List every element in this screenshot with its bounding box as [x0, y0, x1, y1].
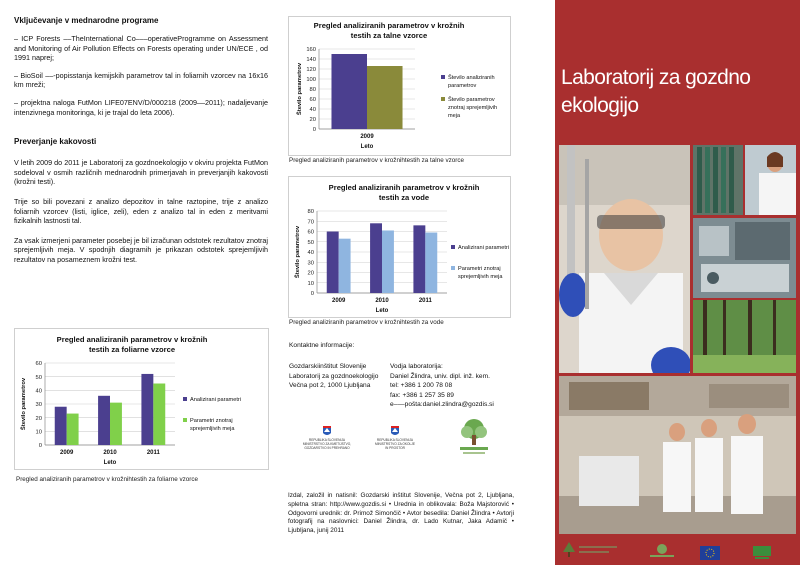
bar	[153, 384, 165, 446]
chart-soil	[288, 16, 511, 156]
y-tick-label: 50	[35, 374, 42, 381]
legend-label: Parametri znotraj	[458, 266, 501, 272]
y-tick-label: 60	[307, 229, 314, 236]
bar	[98, 396, 110, 445]
gozdarski-institut-logo	[456, 417, 492, 459]
photo-forest	[693, 300, 796, 373]
y-tick-label: 160	[306, 47, 316, 54]
para-quality-1: V letih 2009 do 2011 je Laboratorij za gozdnoekologijo v okviru projekta FutMon sodeloval v osmih različnih mednarodnih primerjavah in preverjanjih kakovosti (krožni testi).	[14, 158, 268, 187]
chart-foliar-caption: Pregled analiziranih parametrov v krožnihtestih za foliarne vzorce	[16, 476, 198, 483]
cover-title-line-1: Laboratorij za gozdno	[561, 66, 751, 89]
tree-icon	[563, 542, 575, 557]
gozdarski-footer-logo	[561, 540, 619, 560]
chart-water	[288, 176, 511, 318]
y-tick-label: 60	[35, 361, 42, 368]
photo-scientist-pipette	[559, 145, 690, 373]
left-column	[14, 16, 268, 265]
y-tick-label: 30	[307, 260, 314, 267]
para-futmon: – projektna naloga FutMon LIFE07ENV/D/000218 (2009––2011); nadaljevanje intenzivnega monitoringa, ki je trajal do leta 2006).	[14, 97, 268, 117]
heading-quality: Preverjanje kakovosti	[14, 137, 97, 147]
legend-swatch	[441, 97, 445, 101]
head-email[interactable]: e–––pošta:daniel.zlindra@gozdis.si	[390, 401, 494, 409]
x-tick-label: 2010	[375, 298, 389, 304]
eu-flag-icon	[700, 546, 720, 560]
para-icp: – ICP Forests ––TheInternational Co–––operativeProgramme on Assessment and Monitoring of Air Pollution Effects on Forests operating under UN/ECE , od 1991 naprej;	[14, 34, 268, 63]
photo-lab-instruments	[693, 218, 796, 298]
tree-logo-icon	[461, 419, 487, 445]
legend-swatch	[451, 245, 455, 249]
head-line: Vodja laboratorija:	[390, 363, 443, 370]
chart-title-line: testih za vode	[378, 193, 430, 202]
chart-water-svg	[289, 177, 510, 317]
legend-label: sprejemljivih meja	[458, 274, 503, 280]
head-phone: tel: +386 1 200 78 08	[390, 382, 453, 390]
bar	[339, 239, 351, 293]
y-tick-label: 50	[307, 239, 314, 246]
chart-water-caption: Pregled analiziranih parametrov v krožnihtestih za vode	[289, 319, 444, 326]
chart-title-line: testih za foliarne vzorce	[88, 345, 176, 354]
head-fax: fax: +386 1 257 35 89	[390, 391, 454, 399]
svg-text:MINISTRSTVO ZA OKOLJE: MINISTRSTVO ZA OKOLJE	[374, 442, 416, 446]
bar	[331, 54, 367, 129]
y-tick-label: 60	[309, 97, 316, 104]
x-tick-label: 2010	[103, 450, 117, 456]
chart-title-line: Pregled analiziranih parametrov v krožnih	[313, 21, 465, 30]
x-tick-label: 2009	[360, 134, 374, 140]
legend-label: Analizirani parametri	[458, 245, 509, 251]
ministry-agriculture-logo	[296, 424, 358, 456]
bar	[413, 225, 425, 293]
ministry-environment-logo	[364, 424, 426, 456]
svg-text:REPUBLIKA SLOVENIJA: REPUBLIKA SLOVENIJA	[308, 438, 346, 442]
address-line: Večna pot 2, 1000 Ljubljana	[289, 382, 371, 390]
y-tick-label: 40	[307, 250, 314, 257]
svg-text:IN PROSTOR: IN PROSTOR	[385, 446, 405, 450]
legend-label: znotraj sprejemljivih	[448, 105, 498, 111]
para-quality-3: Za vsak izmerjeni parameter posebej je bil izračunan odstotek rezultatov znotraj sprejemljivih meja. V spodnjih diagramih je prikazan odstotek sprejemljivih rezultatov na posameznem krožni test.	[14, 235, 268, 264]
bar	[55, 407, 67, 445]
y-tick-label: 0	[312, 127, 316, 134]
y-tick-label: 0	[310, 291, 314, 298]
bar	[370, 223, 382, 293]
contact-heading: Kontaktne informacije:	[289, 342, 355, 349]
chart-foliar	[14, 328, 269, 470]
head-line: Daniel Žlindra, univ. dipl. inž. kem.	[390, 372, 490, 380]
slovenia-coat-of-arms-icon	[323, 426, 331, 435]
y-tick-label: 10	[35, 429, 42, 436]
bar	[110, 403, 122, 445]
chart-soil-svg	[289, 17, 510, 155]
legend-label: parametrov	[448, 83, 477, 89]
y-tick-label: 120	[306, 67, 316, 74]
heading-international: Vključevanje v mednarodne programe	[14, 16, 159, 25]
y-tick-label: 40	[35, 388, 42, 395]
y-axis-label: Število parametrov	[21, 377, 27, 431]
bar	[367, 66, 403, 129]
y-axis-label: Število parametrov	[297, 62, 303, 116]
svg-text:MINISTRSTVO ZA KMETIJSTVO,: MINISTRSTVO ZA KMETIJSTVO,	[302, 442, 352, 446]
address-line: Gozdarskiinštitut Slovenije	[289, 363, 367, 370]
bar	[67, 414, 79, 445]
partner-logo	[647, 542, 677, 560]
x-tick-label: 2009	[59, 450, 74, 456]
chart-soil-caption: Pregled analiziranih parametrov v krožnihtestih za talne vzorce	[289, 157, 464, 164]
cover-panel	[555, 0, 800, 565]
legend-label: meja	[448, 113, 461, 119]
x-axis-label: Leto	[103, 460, 117, 466]
slovenia-coat-of-arms-icon	[391, 426, 399, 435]
address-line: Laboratorij za gozdnoekologijo	[289, 372, 379, 380]
imprint: Izdal, založil in natisnil: Gozdarski inštitut Slovenije, Večna pot 2, Ljubljana, spletna stran: http://www.gozdis.si • Urednia in oblikovala: Boža Majstorović • Odgovorni urednik: dr. Primož Simončič • Avtor besedila: Daniel Žlindra • Avtorji fotografij na naslovnici: Daniel Žlindra, dr. Lado Kutnar, Jaka Adamič • Ljubljana, junij 2011	[288, 492, 514, 535]
photo-lab-team	[559, 376, 796, 534]
photo-lab-woman	[745, 145, 796, 215]
contact-head	[390, 362, 520, 410]
legend-label: Število analiziranih	[448, 75, 495, 81]
x-axis-label: Leto	[375, 308, 389, 314]
x-axis-label: Leto	[360, 144, 374, 150]
y-tick-label: 70	[307, 219, 314, 226]
legend-label: Število parametrov	[448, 97, 495, 103]
y-tick-label: 10	[307, 280, 314, 287]
y-axis-label: Število parametrov	[295, 225, 301, 279]
legend-swatch	[441, 75, 445, 79]
y-tick-label: 0	[38, 443, 42, 450]
svg-text:GOZDARSTVO IN PREHRANO: GOZDARSTVO IN PREHRANO	[304, 446, 350, 450]
legend-swatch	[451, 266, 455, 270]
y-tick-label: 140	[306, 57, 316, 64]
bar	[327, 232, 339, 294]
contact-address	[289, 362, 389, 391]
legend-swatch	[183, 418, 187, 422]
y-tick-label: 80	[307, 209, 314, 216]
cover-title	[561, 64, 796, 120]
cover-title-line-2: ekologijo	[561, 94, 639, 117]
bar	[425, 233, 437, 293]
svg-text:REPUBLIKA SLOVENIJA: REPUBLIKA SLOVENIJA	[376, 438, 414, 442]
y-tick-label: 20	[309, 117, 316, 124]
life-logo	[751, 544, 773, 560]
y-tick-label: 100	[306, 77, 316, 84]
bar	[382, 230, 394, 293]
x-tick-label: 2009	[331, 298, 346, 304]
legend-label: sprejemljivih meja	[190, 426, 235, 432]
y-tick-label: 20	[307, 270, 314, 277]
y-tick-label: 30	[35, 402, 42, 409]
legend-swatch	[183, 397, 187, 401]
y-tick-label: 80	[309, 87, 316, 94]
x-tick-label: 2011	[418, 298, 432, 304]
legend-label: Analizirani parametri	[190, 397, 241, 403]
chart-title-line: Pregled analiziranih parametrov v krožnih	[56, 335, 208, 344]
y-tick-label: 40	[309, 107, 316, 114]
legend-label: Parametri znotraj	[190, 418, 233, 424]
chart-foliar-svg	[15, 329, 268, 469]
bar	[141, 374, 153, 445]
para-quality-2: Trije so bili povezani z analizo depozitov in talne raztopine, trije z analizo foliarnih vzorcev (listi, iglice, zeli), eden z analizo tal in eden z meritvami fizikalnih lastnosti tal.	[14, 196, 268, 226]
photo-columns	[693, 145, 743, 215]
x-tick-label: 2011	[146, 450, 160, 456]
chart-title-line: Pregled analiziranih parametrov v krožnih	[328, 183, 480, 192]
chart-title-line: testih za talne vzorce	[350, 31, 428, 40]
y-tick-label: 20	[35, 415, 42, 422]
para-biosoil: – BioSoil ––-popisstanja kemijskih parametrov tal in foliarnih vzorcev na 16x16 km mreži;	[14, 70, 268, 90]
